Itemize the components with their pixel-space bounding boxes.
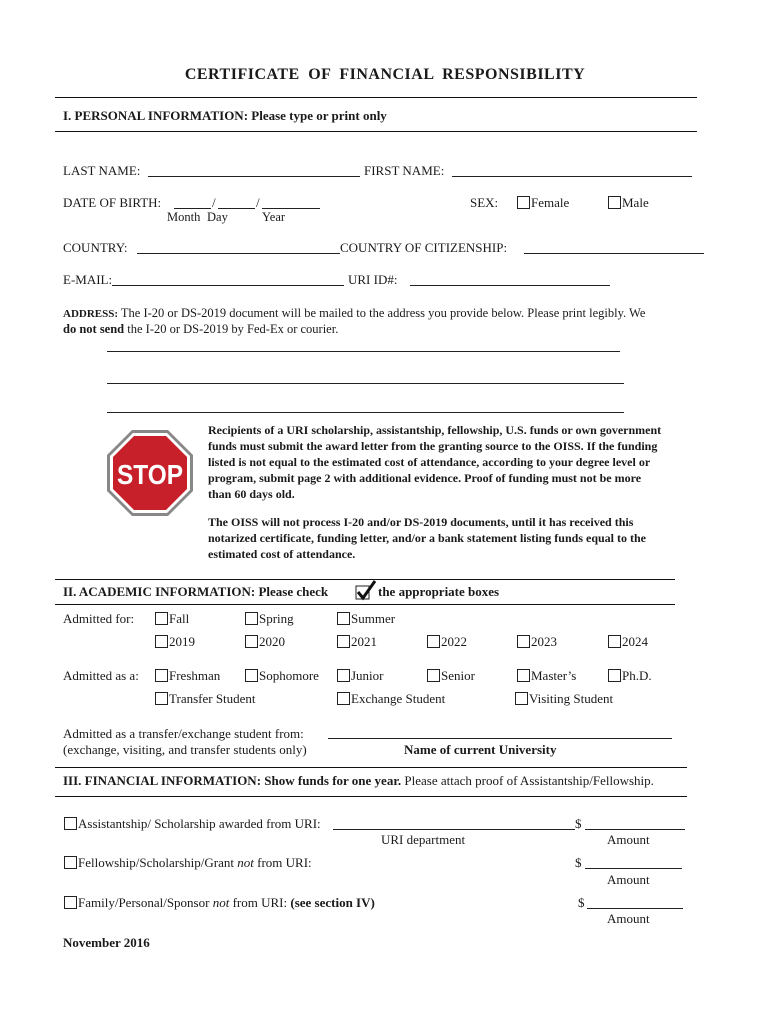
female-label: Female xyxy=(531,195,570,210)
dob-day-caption: Day xyxy=(207,210,228,224)
spring-checkbox[interactable] xyxy=(245,612,258,625)
footer-date: November 2016 xyxy=(63,935,150,950)
address-bold: do not send xyxy=(63,322,125,336)
year-2021-checkbox[interactable] xyxy=(337,635,350,648)
fellowship-not: not xyxy=(237,855,254,870)
address-line-1[interactable] xyxy=(107,351,620,352)
masters-checkbox[interactable] xyxy=(517,669,530,682)
funding-notice: Recipients of a URI scholarship, assistantship, fellowship, U.S. funds or own government funds must submit the award letter from the granting source to the OISS. If the funding listed is not equal to the estimated cost of attendance, according to your degree level or program, submit page 2 with additional evidence. Proof of funding must not be more than 60 days old. xyxy=(208,423,662,501)
dollar-sign: $ xyxy=(578,895,585,910)
fellowship-label xyxy=(78,855,312,871)
year-2021-label: 2021 xyxy=(351,634,377,649)
dob-month-caption: Month xyxy=(167,210,201,224)
current-university-field[interactable] xyxy=(328,738,672,739)
male-checkbox[interactable] xyxy=(608,196,621,209)
page-title: CERTIFICATE OF FINANCIAL RESPONSIBILITY xyxy=(184,66,586,83)
current-university-caption: Name of current University xyxy=(404,742,557,757)
citizenship-label: COUNTRY OF CITIZENSHIP: xyxy=(340,240,508,255)
dob-label: DATE OF BIRTH: xyxy=(63,195,162,210)
section-3-heading xyxy=(63,773,654,789)
last-name-field[interactable] xyxy=(148,176,360,177)
email-label: E-MAIL: xyxy=(63,272,113,287)
stop-sign-text: STOP xyxy=(117,459,183,490)
admitted-as-label: Admitted as a: xyxy=(63,668,139,683)
divider xyxy=(55,97,697,98)
sophomore-label: Sophomore xyxy=(259,668,319,683)
transfer-student-checkbox[interactable] xyxy=(155,692,168,705)
section-1-title: I. PERSONAL INFORMATION: xyxy=(63,108,249,123)
dob-month-field[interactable] xyxy=(174,208,211,209)
address-label: ADDRESS: xyxy=(63,308,119,320)
amount-caption: Amount xyxy=(607,911,650,926)
address-instructions xyxy=(63,306,645,321)
dob-day-field[interactable] xyxy=(218,208,255,209)
address-text-2: the I-20 or DS-2019 by Fed-Ex or courier. xyxy=(127,322,339,336)
sophomore-checkbox[interactable] xyxy=(245,669,258,682)
family-sponsor-checkbox[interactable] xyxy=(64,896,77,909)
uri-id-field[interactable] xyxy=(410,285,610,286)
address-line-2[interactable] xyxy=(107,383,624,384)
visiting-student-checkbox[interactable] xyxy=(515,692,528,705)
section-2-title-tail: the appropriate boxes xyxy=(378,584,500,599)
stop-sign-icon xyxy=(105,428,195,518)
address-instructions-2 xyxy=(63,322,338,337)
transfer-student-label: Transfer Student xyxy=(169,691,256,706)
citizenship-field[interactable] xyxy=(524,253,704,254)
transfer-from-label: Admitted as a transfer/exchange student from: xyxy=(63,726,304,741)
year-2022-label: 2022 xyxy=(441,634,467,649)
dob-slash: / xyxy=(256,195,260,210)
uri-department-caption: URI department xyxy=(381,832,466,847)
fellowship-label-post: from URI: xyxy=(257,855,312,870)
country-label: COUNTRY: xyxy=(63,240,128,255)
spring-label: Spring xyxy=(259,611,294,626)
dollar-sign: $ xyxy=(575,855,582,870)
fellowship-label-pre: Fellowship/Scholarship/Grant xyxy=(78,855,234,870)
first-name-field[interactable] xyxy=(452,176,692,177)
transfer-note: (exchange, visiting, and transfer students only) xyxy=(63,742,307,757)
address-line-3[interactable] xyxy=(107,412,624,413)
uri-id-label: URI ID#: xyxy=(348,272,398,287)
assistantship-checkbox[interactable] xyxy=(64,817,77,830)
sex-label: SEX: xyxy=(470,195,499,210)
year-2020-checkbox[interactable] xyxy=(245,635,258,648)
fall-checkbox[interactable] xyxy=(155,612,168,625)
processing-notice: The OISS will not process I-20 and/or DS-2019 documents, until it has received this notarized certificate, funding letter, and/or a bank statement listing funds equal to the estimated cost of attendance. xyxy=(208,515,646,561)
phd-label: Ph.D. xyxy=(622,668,652,683)
divider xyxy=(55,796,687,797)
summer-checkbox[interactable] xyxy=(337,612,350,625)
year-2022-checkbox[interactable] xyxy=(427,635,440,648)
exchange-student-label: Exchange Student xyxy=(351,691,446,706)
section-3-note: Please attach proof of Assistantship/Fellowship. xyxy=(404,773,654,788)
senior-checkbox[interactable] xyxy=(427,669,440,682)
senior-label: Senior xyxy=(441,668,475,683)
freshman-label: Freshman xyxy=(169,668,221,683)
phd-checkbox[interactable] xyxy=(608,669,621,682)
freshman-checkbox[interactable] xyxy=(155,669,168,682)
admitted-for-label: Admitted for: xyxy=(63,611,135,626)
fall-label: Fall xyxy=(169,611,190,626)
dob-year-caption: Year xyxy=(262,210,286,224)
section-1-note: Please type or print only xyxy=(251,108,387,123)
amount-caption: Amount xyxy=(607,872,650,887)
fellowship-checkbox[interactable] xyxy=(64,856,77,869)
checkmark-icon xyxy=(355,580,377,602)
country-field[interactable] xyxy=(137,253,340,254)
family-amount-field[interactable] xyxy=(587,908,683,909)
see-section-iv: (see section IV) xyxy=(290,895,375,910)
masters-label: Master’s xyxy=(531,668,577,683)
junior-checkbox[interactable] xyxy=(337,669,350,682)
section-1-heading xyxy=(63,108,387,124)
year-2019-checkbox[interactable] xyxy=(155,635,168,648)
fellowship-amount-field[interactable] xyxy=(585,868,682,869)
assistantship-amount-field[interactable] xyxy=(585,829,685,830)
year-2024-label: 2024 xyxy=(622,634,648,649)
year-2023-label: 2023 xyxy=(531,634,557,649)
family-label-post: from URI: xyxy=(232,895,288,910)
year-2019-label: 2019 xyxy=(169,634,195,649)
section-2-title: II. ACADEMIC INFORMATION: Please check xyxy=(63,584,329,599)
section-3-title: III. FINANCIAL INFORMATION: Show funds for one year. xyxy=(63,773,402,788)
address-text: The I-20 or DS-2019 document will be mailed to the address you provide below. Please print legibly. We xyxy=(120,306,646,320)
email-field[interactable] xyxy=(112,285,344,286)
visiting-student-label: Visiting Student xyxy=(529,691,614,706)
summer-label: Summer xyxy=(351,611,396,626)
year-2023-checkbox[interactable] xyxy=(517,635,530,648)
uri-department-field[interactable] xyxy=(333,829,575,830)
divider xyxy=(55,131,697,132)
family-sponsor-label xyxy=(78,895,375,911)
dob-year-field[interactable] xyxy=(262,208,320,209)
year-2024-checkbox[interactable] xyxy=(608,635,621,648)
dollar-sign: $ xyxy=(575,816,582,831)
junior-label: Junior xyxy=(351,668,384,683)
dob-slash: / xyxy=(212,195,216,210)
divider xyxy=(55,767,687,768)
exchange-student-checkbox[interactable] xyxy=(337,692,350,705)
amount-caption: Amount xyxy=(607,832,650,847)
year-2020-label: 2020 xyxy=(259,634,285,649)
female-checkbox[interactable] xyxy=(517,196,530,209)
last-name-label: LAST NAME: xyxy=(63,163,141,178)
male-label: Male xyxy=(622,195,649,210)
family-label-pre: Family/Personal/Sponsor xyxy=(78,895,210,910)
family-not: not xyxy=(212,895,230,910)
divider xyxy=(55,604,675,605)
assistantship-label: Assistantship/ Scholarship awarded from URI: xyxy=(78,816,321,831)
first-name-label: FIRST NAME: xyxy=(364,163,445,178)
